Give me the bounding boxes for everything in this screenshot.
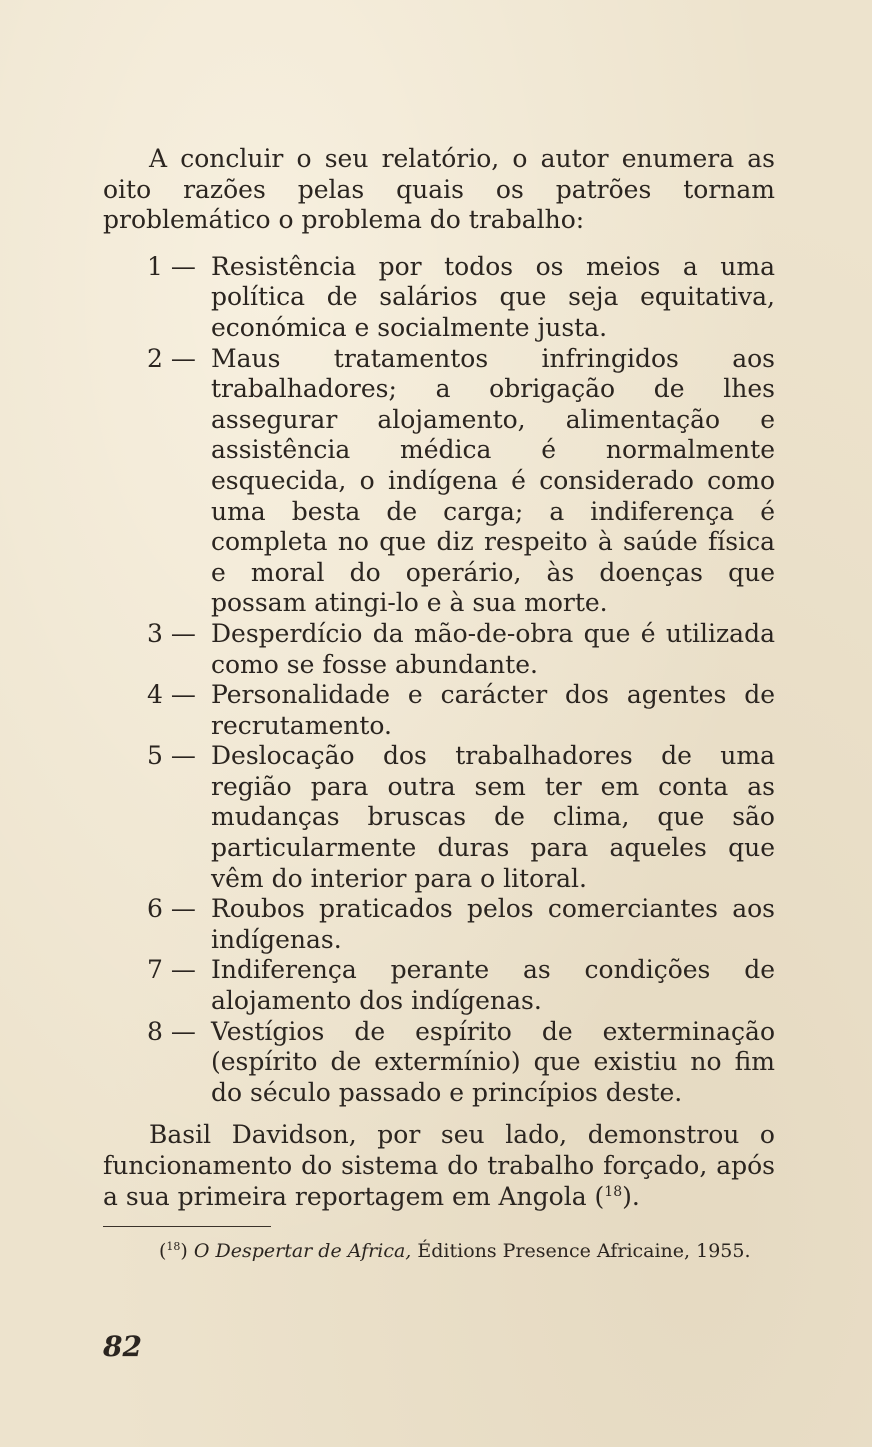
list-item bbox=[103, 955, 775, 1016]
item-text: Roubos praticados pelos comerciantes aos indígenas. bbox=[211, 894, 775, 954]
intro-paragraph: A concluir o seu relatório, o autor enumera as oito razões pelas quais os patrões tornam problemático o problema do trabalho: bbox=[103, 144, 775, 235]
item-text: Resistência por todos os meios a uma política de salários que seja equitativa, económica e socialmente justa. bbox=[211, 251, 775, 342]
footnote-divider bbox=[103, 1226, 271, 1227]
closing-paragraph: Basil Davidson, por seu lado, demonstrou o funcionamento do sistema do trabalho forçado, após a sua primeira reportagem em Angola ($^{18}$). bbox=[103, 1120, 775, 1211]
footnote-number: 18 bbox=[166, 1240, 181, 1253]
item-number: 2 — bbox=[147, 343, 196, 373]
list-item bbox=[103, 252, 775, 344]
list-item bbox=[103, 741, 775, 894]
list-item bbox=[103, 619, 775, 680]
item-number: 4 — bbox=[147, 680, 196, 710]
item-number: 7 — bbox=[147, 955, 196, 985]
item-number: 6 — bbox=[147, 894, 196, 924]
item-text: Deslocação dos trabalhadores de uma região para outra sem ter em conta as mudanças bruscas de clima, que são particularmente duras para aqueles que vêm do interior para o litoral. bbox=[211, 741, 775, 893]
list-item bbox=[103, 344, 775, 619]
reasons-list bbox=[103, 252, 775, 1109]
page-number: 82 bbox=[103, 1330, 142, 1363]
item-text: Personalidade e carácter dos agentes de recrutamento. bbox=[211, 680, 775, 740]
item-number: 3 — bbox=[147, 618, 196, 648]
list-item bbox=[103, 680, 775, 741]
item-text: Vestígios de espírito de exterminação (espírito de extermínio) que existiu no fim do século passado e princípios deste. bbox=[211, 1016, 775, 1107]
footnote: ($^{18}$) O Despertar de Africa, Éditions Presence Africaine, 1955. bbox=[159, 1240, 751, 1262]
item-text: Desperdício da mão-de-obra que é utilizada como se fosse abundante. bbox=[211, 618, 775, 679]
item-text: Maus tratamentos infringidos aos trabalhadores; a obrigação de lhes assegurar alojamento, alimentação e assistência médica é normalmente esquecida, o indígena é considerado como uma besta de carga; a indiferença é completa no que diz respeito à saúde física e moral do operário, às doenças que possam atingi-lo e à sua morte. bbox=[211, 343, 775, 618]
list-item bbox=[103, 894, 775, 955]
body-text bbox=[103, 144, 775, 1212]
item-number: 5 — bbox=[147, 741, 196, 771]
item-text: Indiferença perante as condições de alojamento dos indígenas. bbox=[211, 955, 775, 1016]
item-number: 8 — bbox=[147, 1016, 196, 1046]
item-number: 1 — bbox=[147, 251, 196, 281]
footnote-reference: 18 bbox=[604, 1183, 623, 1200]
footnote-title: O Despertar de Africa, bbox=[193, 1240, 412, 1262]
list-item bbox=[103, 1017, 775, 1109]
